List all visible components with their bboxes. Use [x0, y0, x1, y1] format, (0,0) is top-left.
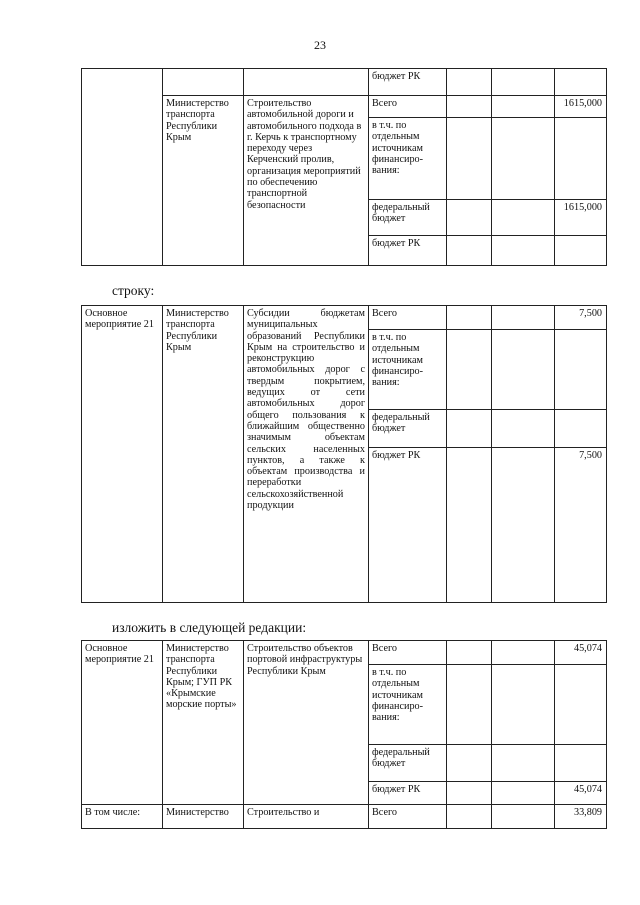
ministry-cell: Министерство транспорта Республики Крым: [163, 306, 244, 603]
value-cell: 45,074: [555, 782, 607, 805]
value-cell: [555, 745, 607, 782]
description-cell: Строительство объектов портовой инфраструктуры Республики Крым: [244, 641, 369, 805]
source-cell: федеральный бюджет: [369, 745, 447, 782]
source-cell: в т.ч. по отдельным источникам финансиро-вания:: [369, 330, 447, 410]
event-cell: В том числе:: [82, 805, 163, 829]
value-cell: [555, 69, 607, 96]
table-3: [81, 640, 607, 829]
value-cell: 33,809: [555, 805, 607, 829]
description-cell: Строительство автомобильной дороги и автомобильного подхода в г. Керчь к транспортному переходу через Керченский пролив, организация мероприятий по обеспечению транспортной безопасности: [244, 96, 369, 266]
source-cell: федеральный бюджет: [369, 200, 447, 236]
table-row: [82, 641, 607, 665]
ministry-cell: Министерство: [163, 805, 244, 829]
value-cell: [555, 330, 607, 410]
source-cell: бюджет РК: [369, 782, 447, 805]
ministry-cell: [163, 69, 244, 96]
source-cell: бюджет РК: [369, 236, 447, 266]
source-cell: Всего: [369, 805, 447, 829]
source-cell: в т.ч. по отдельным источникам финансиро-вания:: [369, 665, 447, 745]
value-cell: 1615,000: [555, 200, 607, 236]
page-number: 23: [314, 38, 326, 52]
source-cell: Всего: [369, 306, 447, 330]
table-1: [81, 68, 607, 266]
description-cell: [244, 69, 369, 96]
event-cell: Основное мероприятие 21: [82, 641, 163, 805]
source-cell: Всего: [369, 641, 447, 665]
value-cell: 7,500: [555, 306, 607, 330]
table-row: [82, 69, 607, 96]
value-cell: [555, 410, 607, 448]
source-cell: в т.ч. по отдельным источникам финансиро-вания:: [369, 118, 447, 200]
caption-new-edition: изложить в следующей редакции:: [112, 620, 307, 635]
value-cell: 7,500: [555, 448, 607, 603]
ministry-cell: Министерство транспорта Республики Крым; ГУП РК «Крымские морские порты»: [163, 641, 244, 805]
table-2: [81, 305, 607, 603]
value-cell: 45,074: [555, 641, 607, 665]
source-cell: федеральный бюджет: [369, 410, 447, 448]
value-cell: [555, 236, 607, 266]
value-cell: 1615,000: [555, 96, 607, 118]
caption-replace-line: строку:: [112, 283, 155, 298]
value-cell: [555, 118, 607, 200]
source-cell: бюджет РК: [369, 448, 447, 603]
table-row: [82, 306, 607, 330]
event-cell: Основное мероприятие 21: [82, 306, 163, 603]
source-cell: Всего: [369, 96, 447, 118]
value-cell: [555, 665, 607, 745]
ministry-cell: Министерство транспорта Республики Крым: [163, 96, 244, 266]
description-cell: Субсидии бюджетам муниципальных образований Республики Крым на строительство и реконструкцию автомобильных дорог с твердым покрытием, ведущих от сети автомобильных дорог общего пользования к ближайшим общественно значимым объектам сельских населенных пунктов, а также к объектам производства и переработки сельскохозяйственной продукции: [244, 306, 369, 603]
table-row: [82, 805, 607, 829]
description-cell: Строительство и: [244, 805, 369, 829]
source-cell: бюджет РК: [369, 69, 447, 96]
event-cell: [82, 69, 163, 266]
